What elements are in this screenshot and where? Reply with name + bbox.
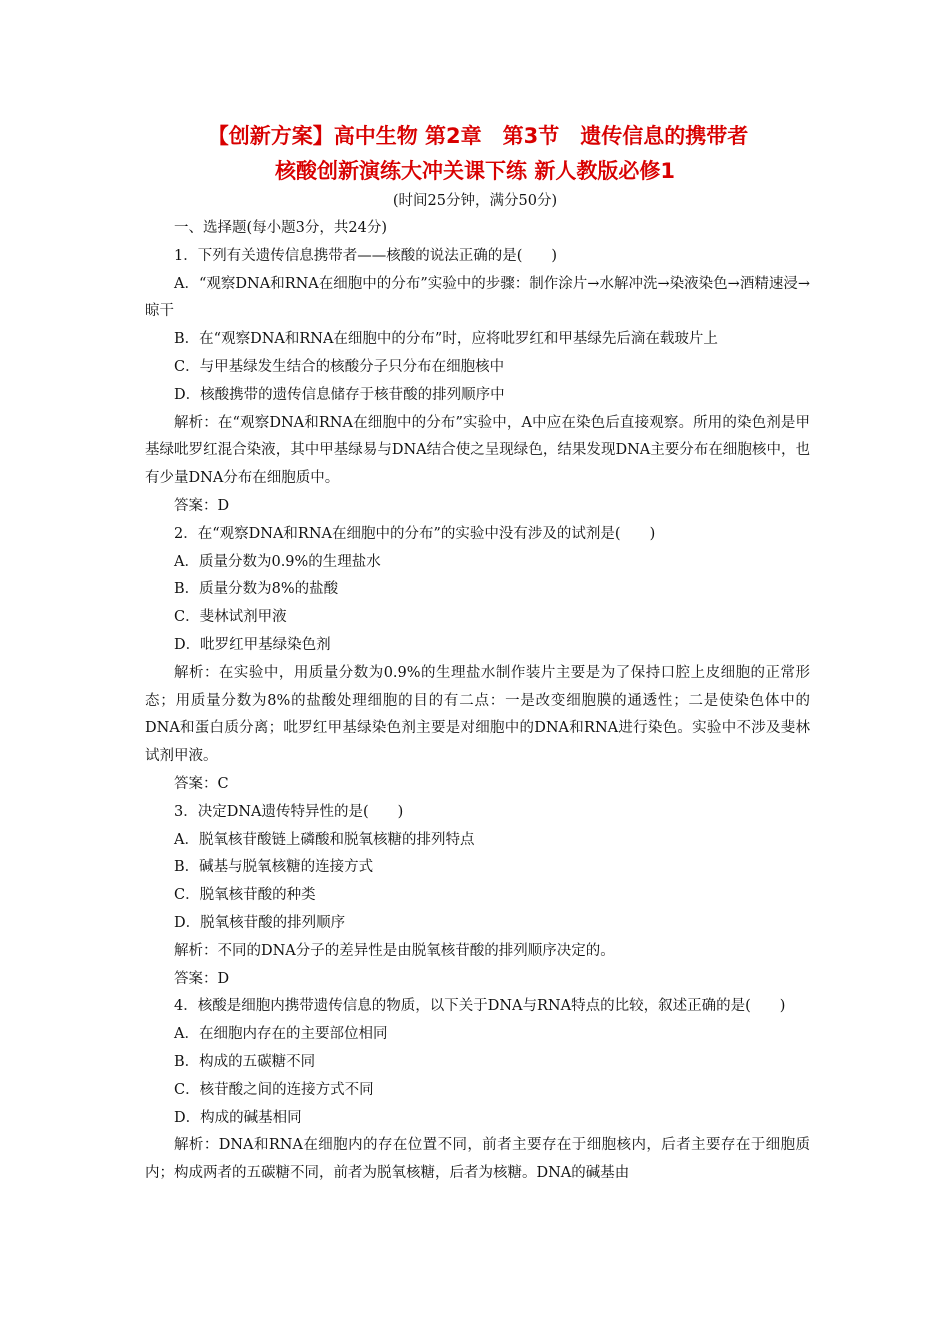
question-4-option-b: B．构成的五碳糖不同	[174, 1053, 316, 1070]
question-4-option-a: A．在细胞内存在的主要部位相同	[174, 1026, 388, 1043]
question-1-analysis: 解析：在“观察DNA和RNA在细胞中的分布”实验中，A中应在染色后直接观察。所用的染色剂是甲基绿吡罗红混合染液，其中甲基绿易与DNA结合使之呈现绿色，结果发现DNA主要分布在细胞核中，也有少量DNA分布在细胞质中。	[145, 414, 810, 487]
question-1-option-a: A．“观察DNA和RNA在细胞中的分布”实验中的步骤：制作涂片→水解冲洗→染液染色→酒精速浸→晾干	[145, 275, 810, 320]
question-1-option-c: C．与甲基绿发生结合的核酸分子只分布在细胞核中	[174, 358, 505, 375]
question-2-option-a: A．质量分数为0.9%的生理盐水	[174, 553, 381, 570]
question-3-answer: 答案：D	[174, 970, 230, 987]
question-1-option-d: D．核酸携带的遗传信息储存于核苷酸的排列顺序中	[174, 386, 505, 403]
section-heading: 一、选择题(每小题3分，共24分)	[174, 220, 387, 236]
document-title-line2: 核酸创新演练大冲关课下练 新人教版必修1	[275, 159, 675, 183]
question-1-option-b: B．在“观察DNA和RNA在细胞中的分布”时，应将吡罗红和甲基绿先后滴在载玻片上	[174, 331, 718, 348]
question-4-analysis: 解析：DNA和RNA在细胞内的存在位置不同，前者主要存在于细胞核内，后者主要存在于细胞质内；构成两者的五碳糖不同，前者为脱氧核糖，后者为核糖。DNA的碱基由	[145, 1137, 810, 1182]
question-2-analysis: 解析：在实验中，用质量分数为0.9%的生理盐水制作装片主要是为了保持口腔上皮细胞的正常形态；用质量分数为8%的盐酸处理细胞的目的有二点：一是改变细胞膜的通透性；二是使染色体中的DNA和蛋白质分离；吡罗红甲基绿染色剂主要是对细胞中的DNA和RNA进行染色。实验中不涉及斐林试剂甲液。	[145, 664, 810, 765]
question-3-analysis: 解析：不同的DNA分子的差异性是由脱氧核苷酸的排列顺序决定的。	[174, 942, 615, 959]
question-1-answer: 答案：D	[174, 497, 230, 514]
time-info: (时间25分钟，满分50分)	[392, 193, 558, 209]
question-2-option-d: D．吡罗红甲基绿染色剂	[174, 636, 331, 653]
question-2-stem: 2．在“观察DNA和RNA在细胞中的分布”的实验中没有涉及的试剂是( )	[174, 525, 656, 542]
question-1-stem: 1．下列有关遗传信息携带者——核酸的说法正确的是( )	[174, 247, 558, 264]
question-3-option-c: C．脱氧核苷酸的种类	[174, 887, 316, 904]
question-2-option-c: C．斐林试剂甲液	[174, 609, 287, 626]
question-3-option-a: A．脱氧核苷酸链上磷酸和脱氧核糖的排列特点	[174, 831, 475, 848]
document-title-line1: 【创新方案】高中生物 第2章 第3节 遗传信息的携带者	[207, 124, 749, 148]
question-4-stem: 4．核酸是细胞内携带遗传信息的物质，以下关于DNA与RNA特点的比较，叙述正确的是( )	[174, 998, 786, 1015]
question-4-option-c: C．核苷酸之间的连接方式不同	[174, 1081, 374, 1098]
question-3-stem: 3．决定DNA遗传特异性的是( )	[174, 803, 404, 820]
question-4-option-d: D．构成的碱基相同	[174, 1109, 302, 1126]
question-3-option-d: D．脱氧核苷酸的排列顺序	[174, 914, 346, 931]
question-3-option-b: B．碱基与脱氧核糖的连接方式	[174, 859, 374, 876]
question-2-answer: 答案：C	[174, 775, 229, 792]
question-2-option-b: B．质量分数为8%的盐酸	[174, 581, 339, 598]
document-body	[145, 215, 810, 1188]
